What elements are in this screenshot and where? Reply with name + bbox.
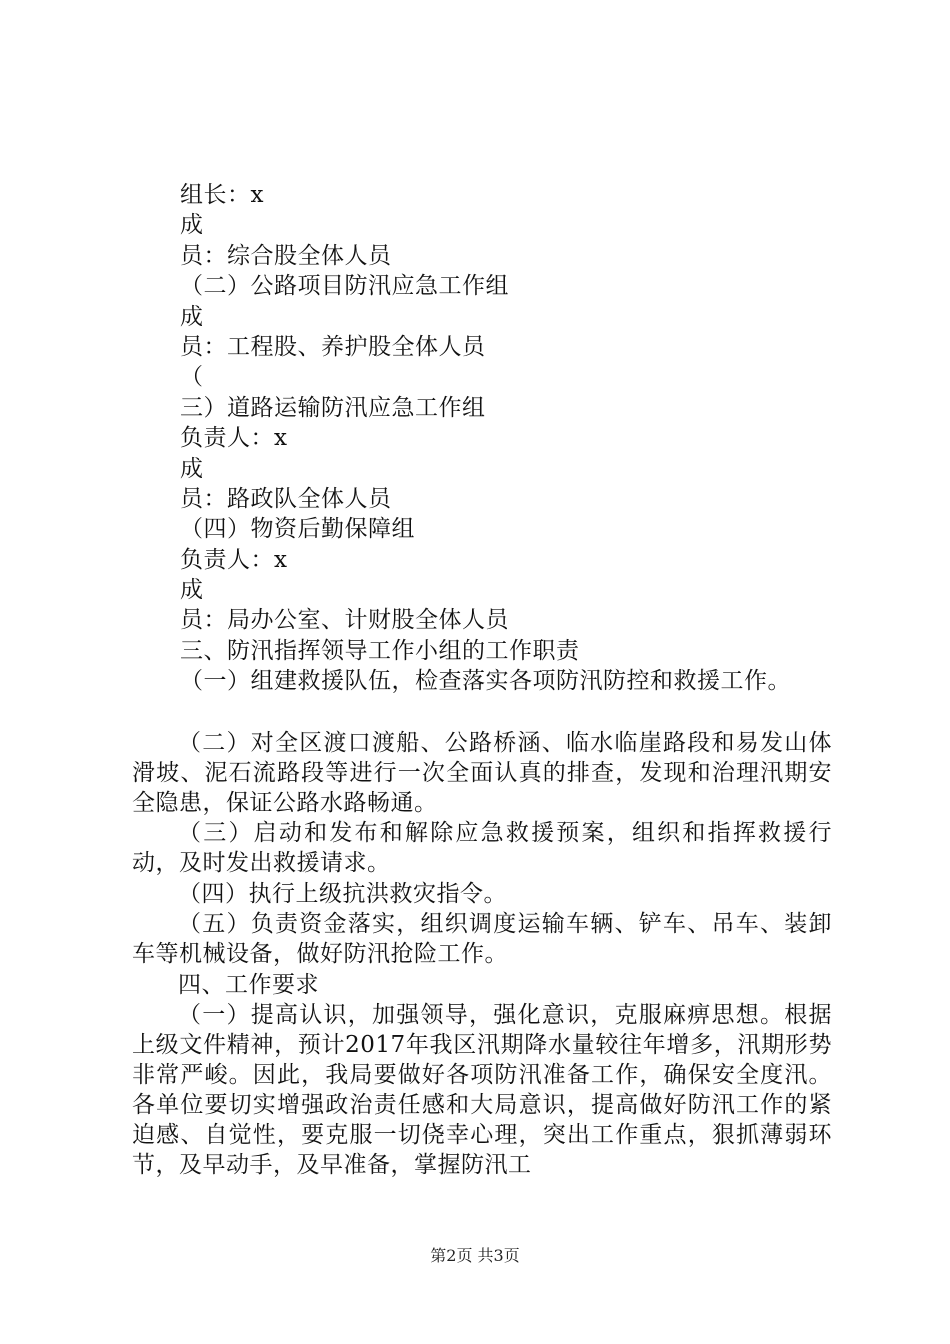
paragraph: （二）对全区渡口渡船、公路桥涵、临水临崖路段和易发山体滑坡、泥石流路段等进行一次全面认真的排查，发现和治理汛期安全隐患，保证公路水路畅通。	[132, 730, 832, 816]
text-line: 员：局办公室、计财股全体人员	[180, 607, 509, 633]
text-line: 成	[180, 577, 204, 603]
text-line: 成	[180, 212, 204, 238]
text-line: 成	[180, 456, 204, 482]
text-line: 三）道路运输防汛应急工作组	[180, 395, 486, 421]
text-line: （一）组建救援队伍，检查落实各项防汛防控和救援工作。	[180, 668, 791, 694]
page-footer: 第2页 共3页	[430, 1246, 520, 1265]
text-line: （	[180, 364, 204, 390]
text-line: 组长：x	[180, 182, 264, 208]
text-line: （二）公路项目防汛应急工作组	[180, 273, 509, 299]
text-line: 员：路政队全体人员	[180, 486, 392, 512]
paragraph: （四）执行上级抗洪救灾指令。	[178, 881, 507, 907]
text-line: 负责人：x	[180, 425, 288, 451]
text-line: 员：综合股全体人员	[180, 243, 392, 269]
paragraph: （三）启动和发布和解除应急救援预案，组织和指挥救援行动，及时发出救援请求。	[132, 820, 832, 876]
text-line: 员：工程股、养护股全体人员	[180, 334, 486, 360]
paragraph: （一）提高认识，加强领导，强化意识，克服麻痹思想。根据上级文件精神，预计2017年我区汛期降水量较往年增多，汛期形势非常严峻。因此，我局要做好各项防汛准备工作，确保安全度汛。各单位要切实增强政治责任感和大局意识，提高做好防汛工作的紧迫感、自觉性，要克服一切侥幸心理，突出工作重点，狠抓薄弱环节，及早动手，及早准备，掌握防汛工	[132, 1002, 832, 1178]
text-line: 成	[180, 304, 204, 330]
paragraph: （五）负责资金落实，组织调度运输车辆、铲车、吊车、装卸车等机械设备，做好防汛抢险工作。	[132, 911, 832, 967]
text-line: （四）物资后勤保障组	[180, 516, 415, 542]
section-heading: 四、工作要求	[178, 972, 319, 998]
section-heading: 三、防汛指挥领导工作小组的工作职责	[180, 638, 580, 664]
text-line: 负责人：x	[180, 547, 288, 573]
